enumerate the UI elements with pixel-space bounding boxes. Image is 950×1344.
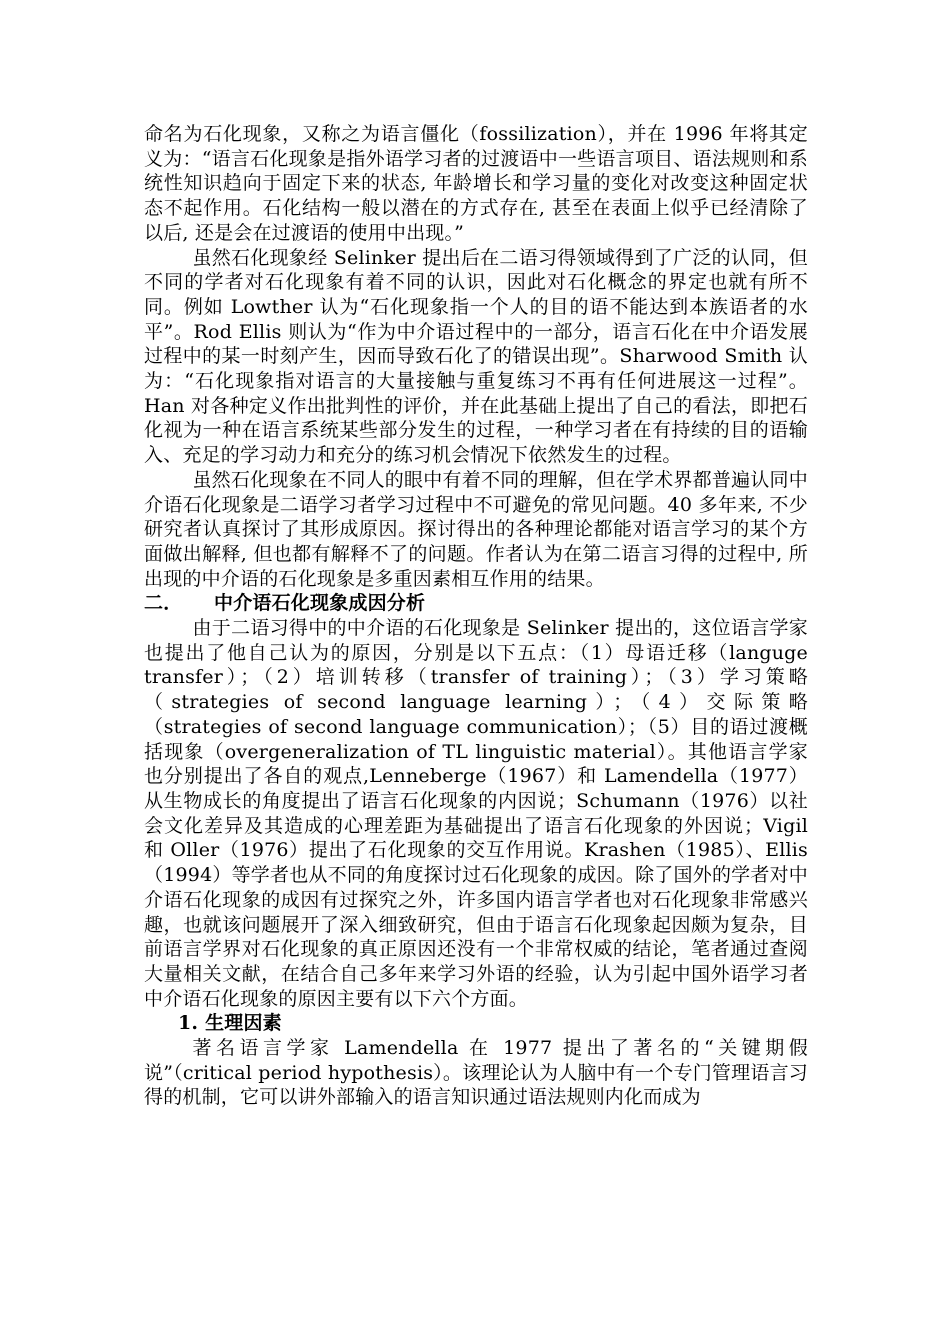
section-number: 二． — [144, 592, 183, 615]
section-title: 中介语石化现象成因分析 — [214, 592, 426, 615]
subsection-title: 生理因素 — [205, 1012, 282, 1035]
document-body — [144, 122, 808, 1110]
paragraph-consensus: 虽然石化现象在不同人的眼中有着不同的理解，但在学术界都普遍认同中介语石化现象是二语学习者学习过程中不可避免的常见问题。40 多年来, 不少研究者认真探讨了其形成原因。探讨得出的各种理论都能对语言学习的某个方面做出解释, 但也都有解释不了的问题。作者认为在第二语言习得的过程中, 所出现的中介语的石化现象是多重因素相互作用的结果。 — [144, 468, 808, 590]
paragraph-definition: 命名为石化现象，又称之为语言僵化（fossilization），并在 1996 年将其定义为：“语言石化现象是指外语学习者的过渡语中一些语言项目、语法规则和系统性知识趋向于固定下来的状态, 年龄增长和学习量的变化对改变这种固定状态不起作用。石化结构一般以潜在的方式存在, 甚至在表面上似乎已经清除了以后, 还是会在过渡语的使用中出现。” — [144, 123, 808, 244]
subsection-heading — [144, 1011, 808, 1036]
paragraph-definitions-review: 虽然石化现象经 Selinker 提出后在二语习得领域得到了广泛的认同，但不同的学者对石化现象有着不同的认识，因此对石化概念的界定也就有所不同。例如 Lowther 认为“石化现象指一个人的目的语不能达到本族语者的水平”。Rod Ellis 则认为“作为中介语过程中的一部分，语言石化在中介语发展过程中的某一时刻产生，因而导致石化了的错误出现”。Sharwood Smith 认为：“石化现象指对语言的大量接触与重复练习不再有任何进展这一过程”。Han 对各种定义作出批判性的评价，并在此基础上提出了自己的看法，即把石化视为一种在语言系统某些部分发生的过程，一种学习者在有持续的目的语输入、充足的学习动力和充分的练习机会情况下依然发生的过程。 — [144, 246, 808, 467]
subsection-number: 1. — [178, 1012, 199, 1035]
paragraph-critical-period: 著名语言学家 Lamendella 在 1977 提出了著名的“关键期假说”（critical period hypothesis）。该理论认为人脑中有一个专门管理语言习得的机制，它可以讲外部输入的语言知识通过语法规则内化而成为 — [144, 1037, 808, 1109]
paragraph-causes: 由于二语习得中的中介语的石化现象是 Selinker 提出的，这位语言学家也提出了他自己认为的原因，分别是以下五点：（1）母语迁移（languge transfer）；（2）培训转移（transfer of training）；（3）学习策略（strategies of second language learning）；（4）交际策略（strategies of second language communication）；（5）目的语过渡概括现象（overgeneralization of TL linguistic material）。其他语言学家也分别提出了各自的观点,Lenneberge（1967）和 Lamendella（1977）从生物成长的角度提出了语言石化现象的内因说；Schumann（1976）以社会文化差异及其造成的心理差距为基础提出了语言石化现象的外因说；Vigil 和 Oller（1976）提出了石化现象的交互作用说。Krashen（1985）、Ellis（1994）等学者也从不同的角度探讨过石化现象的成因。除了国外的学者对中介语石化现象的成因有过探究之外，许多国内语言学者也对石化现象非常感兴趣，也就该问题展开了深入细致研究，但由于语言石化现象起因颇为复杂，目前语言学界对石化现象的真正原因还没有一个非常权威的结论，笔者通过查阅大量相关文献，在结合自己多年来学习外语的经验，认为引起中国外语学习者中介语石化现象的原因主要有以下六个方面。 — [144, 617, 808, 1010]
section-heading — [144, 591, 808, 616]
